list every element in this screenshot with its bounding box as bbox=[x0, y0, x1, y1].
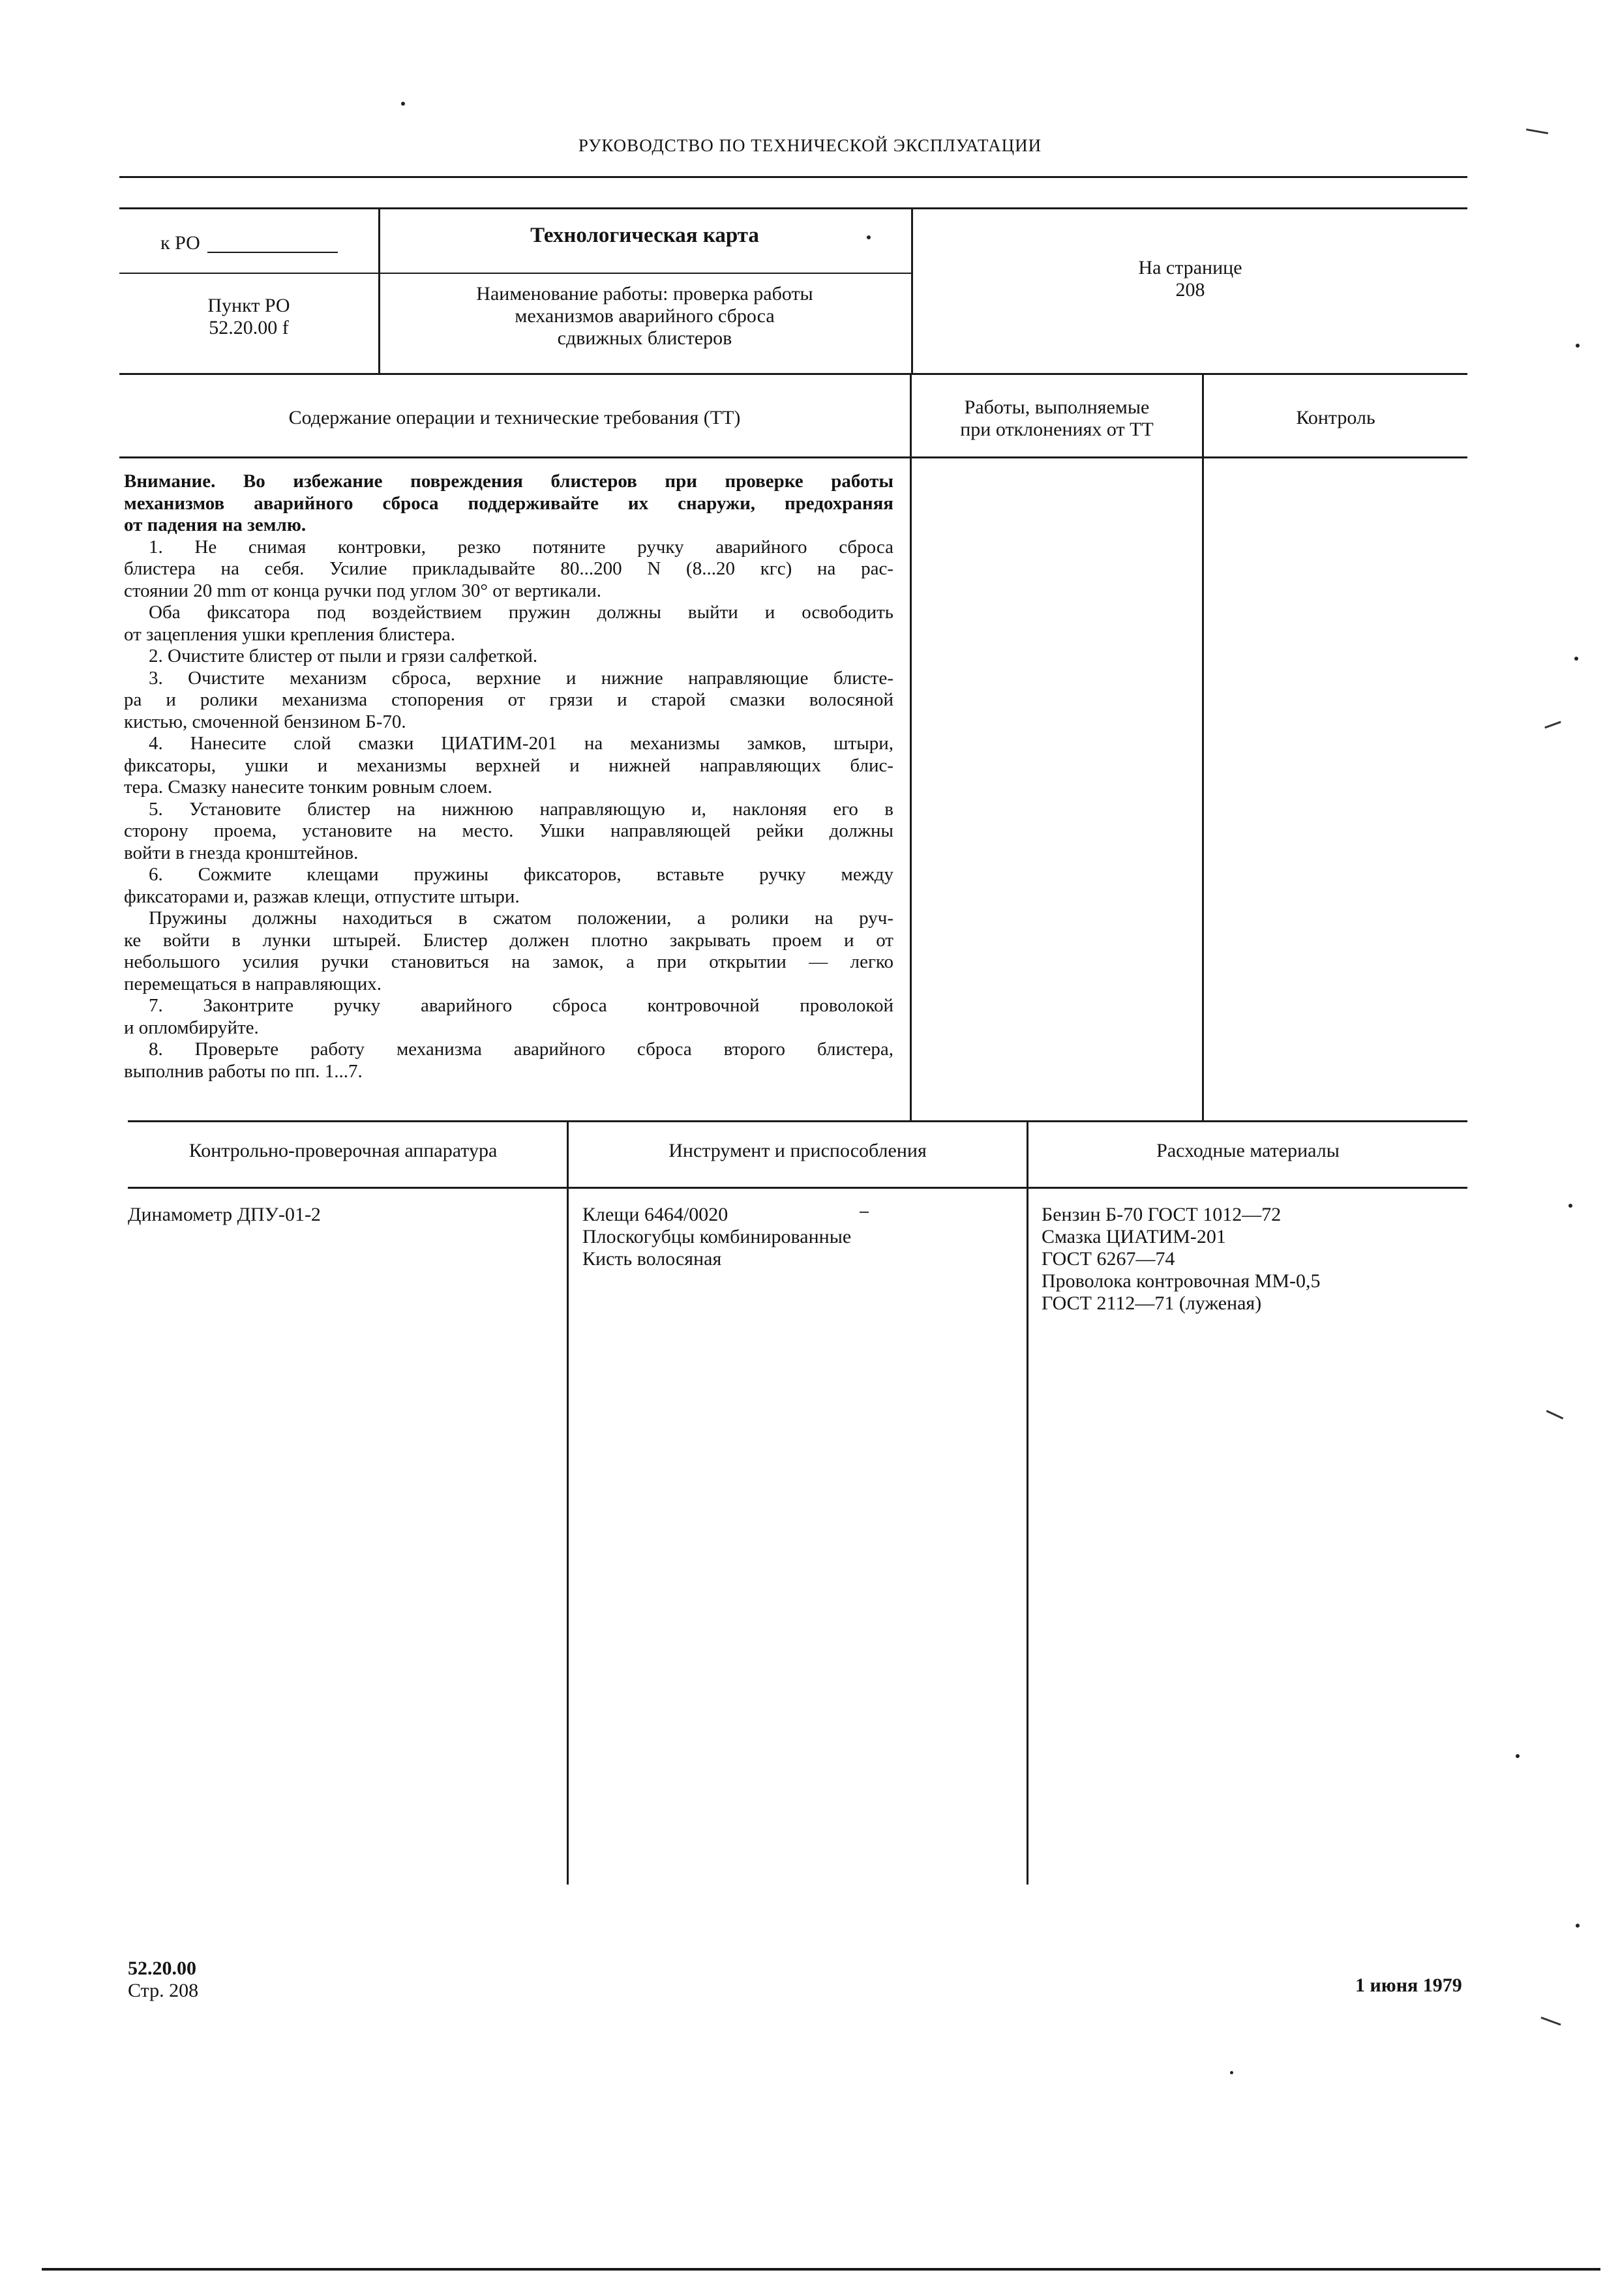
operation-line: ра и ролики механизма стопорения от грязи и старой смазки волосяной bbox=[124, 689, 893, 710]
warning-line: Внимание. Во избежание повреждения блистеров при проверке работы bbox=[124, 471, 893, 492]
operation-line: от зацепления ушки крепления блистера. bbox=[124, 623, 455, 645]
header-rule-bottom bbox=[119, 207, 1467, 209]
operation-line: 6. Сожмите клещами пружины фиксаторов, вставьте ручку между bbox=[149, 864, 893, 885]
footer-code: 52.20.00 bbox=[128, 1958, 196, 1979]
ops-header-deviations bbox=[912, 396, 1202, 441]
operation-line: перемещаться в направляющих. bbox=[124, 973, 382, 994]
tools-dash-mark bbox=[860, 1212, 869, 1213]
ops-divider-1 bbox=[910, 373, 912, 1122]
res-divider-2 bbox=[1027, 1120, 1028, 1885]
scan-mark bbox=[1526, 128, 1548, 134]
scan-speck bbox=[1574, 657, 1578, 661]
operation-steps bbox=[124, 537, 893, 1083]
card-title: Технологическая карта bbox=[530, 224, 759, 247]
ops-header-control: Контроль bbox=[1296, 407, 1375, 428]
card-title-separator bbox=[378, 273, 911, 274]
ops-header-deviations-line: при отклонениях от ТТ bbox=[960, 419, 1154, 440]
operation-line: 5. Установите блистер на нижнюю направляющую и, наклоняя его в bbox=[149, 798, 893, 820]
warning-paragraph bbox=[124, 471, 893, 537]
tool-item: Плоскогубцы комбинированные bbox=[582, 1226, 852, 1247]
operation-line: ке войти в лунки штырей. Блистер должен плотно закрывать проем и от bbox=[124, 929, 893, 951]
scan-speck bbox=[1568, 1204, 1572, 1208]
operation-line: Оба фиксатора под воздействием пружин должны выйти и освободить bbox=[149, 602, 893, 623]
warning-line: механизмов аварийного сброса поддерживайте их снаружи, предохраняя bbox=[124, 492, 893, 514]
operation-line: и опломбируйте. bbox=[124, 1017, 259, 1038]
scan-speck bbox=[867, 235, 871, 239]
page-ref bbox=[913, 257, 1467, 301]
item-block bbox=[119, 295, 378, 339]
material-item: ГОСТ 2112—71 (луженая) bbox=[1042, 1292, 1262, 1314]
work-name bbox=[378, 283, 911, 350]
materials-list bbox=[1042, 1204, 1321, 1315]
material-item: Бензин Б-70 ГОСТ 1012—72 bbox=[1042, 1204, 1282, 1225]
operations-text bbox=[124, 471, 893, 1082]
operation-line: Пружины должны находиться в сжатом положении, а ролики на руч- bbox=[149, 908, 893, 929]
page-ref-value: 208 bbox=[1175, 279, 1205, 301]
tool-item: Кисть волосяная bbox=[582, 1248, 722, 1270]
operation-line: 8. Проверьте работу механизма аварийного сброса второго блистера, bbox=[149, 1039, 893, 1060]
header-rule-top bbox=[119, 176, 1467, 178]
equipment-item: Динамометр ДПУ-01-2 bbox=[128, 1204, 321, 1225]
operation-line: 4. Нанесите слой смазки ЦИАТИМ-201 на механизмы замков, штыри, bbox=[149, 733, 893, 754]
running-header: РУКОВОДСТВО ПО ТЕХНИЧЕСКОЙ ЭКСПЛУАТАЦИИ bbox=[578, 136, 1042, 155]
card-left-separator bbox=[119, 273, 378, 274]
res-header-rule bbox=[128, 1187, 1467, 1189]
scan-speck bbox=[1230, 2071, 1233, 2074]
material-item: Проволока контровочная ММ-0,5 bbox=[1042, 1270, 1321, 1292]
operation-line: сторону проема, установите на место. Ушки направляющей рейки должны bbox=[124, 820, 893, 841]
ref-underline bbox=[207, 252, 338, 253]
ref-label: к РО bbox=[160, 232, 200, 254]
ops-bottom-rule bbox=[128, 1120, 1467, 1122]
material-item: Смазка ЦИАТИМ-201 bbox=[1042, 1226, 1226, 1247]
res-header-tools: Инструмент и приспособления bbox=[668, 1140, 927, 1161]
operation-line: 2. Очистите блистер от пыли и грязи салфеткой. bbox=[149, 646, 538, 666]
work-name-line: сдвижных блистеров bbox=[557, 327, 732, 349]
scan-speck bbox=[401, 102, 405, 106]
tools-list bbox=[582, 1204, 851, 1270]
scan-mark bbox=[1544, 721, 1561, 729]
operation-line: 3. Очистите механизм сброса, верхние и нижние направляющие блисте- bbox=[149, 667, 893, 689]
bottom-edge-rule bbox=[42, 2268, 1600, 2271]
operation-line: 1. Не снимая контровки, резко потяните ручку аварийного сброса bbox=[149, 536, 893, 558]
res-header-equipment: Контрольно-проверочная аппаратура bbox=[188, 1140, 498, 1161]
operation-line: стоянии 20 mm от конца ручки под углом 30° от вертикали. bbox=[124, 580, 601, 601]
scan-speck bbox=[1516, 1754, 1520, 1758]
operation-line: блистера на себя. Усилие прикладывайте 80...200 N (8...20 кгс) на рас- bbox=[124, 558, 893, 579]
operation-line: кистью, смоченной бензином Б-70. bbox=[124, 711, 406, 732]
material-item: ГОСТ 6267—74 bbox=[1042, 1248, 1175, 1270]
page-ref-label: На странице bbox=[1138, 257, 1242, 278]
scan-speck bbox=[1576, 344, 1580, 348]
footer-code-block bbox=[128, 1958, 198, 2002]
res-divider-1 bbox=[567, 1120, 569, 1885]
equipment-list bbox=[128, 1204, 321, 1226]
ops-header-operations: Содержание операции и технические требования (ТТ) bbox=[288, 407, 741, 428]
footer-page: Стр. 208 bbox=[128, 1980, 199, 2001]
tool-item: Клещи 6464/0020 bbox=[582, 1204, 728, 1225]
card-bottom-rule bbox=[119, 373, 1467, 375]
operation-line: фиксаторы, ушки и механизмы верхней и нижней направляющих блис- bbox=[124, 754, 893, 776]
scan-mark bbox=[1540, 2017, 1561, 2026]
work-name-line: механизмов аварийного сброса bbox=[515, 305, 775, 327]
scan-mark bbox=[1546, 1410, 1564, 1420]
ops-header-rule bbox=[119, 456, 1467, 458]
scan-speck bbox=[1576, 1924, 1580, 1928]
operation-line: выполнив работы по пп. 1...7. bbox=[124, 1060, 363, 1082]
operation-line: 7. Законтрите ручку аварийного сброса контровочной проволокой bbox=[149, 995, 893, 1016]
item-label: Пункт РО bbox=[207, 295, 290, 316]
ops-divider-2 bbox=[1202, 373, 1204, 1122]
item-value: 52.20.00 f bbox=[209, 317, 289, 338]
warning-line: от падения на землю. bbox=[124, 514, 307, 535]
work-name-line: Наименование работы: проверка работы bbox=[476, 283, 813, 305]
ops-header-deviations-line: Работы, выполняемые bbox=[964, 396, 1150, 418]
operation-line: фиксаторами и, разжав клещи, отпустите штыри. bbox=[124, 886, 520, 907]
res-header-materials: Расходные материалы bbox=[1156, 1140, 1340, 1161]
operation-line: тера. Смазку нанесите тонким ровным слоем. bbox=[124, 777, 492, 798]
footer-date: 1 июня 1979 bbox=[1355, 1975, 1462, 1996]
operation-line: войти в гнезда кронштейнов. bbox=[124, 842, 359, 863]
operation-line: небольшого усилия ручки становиться на замок, а при открытии — легко bbox=[124, 951, 893, 972]
